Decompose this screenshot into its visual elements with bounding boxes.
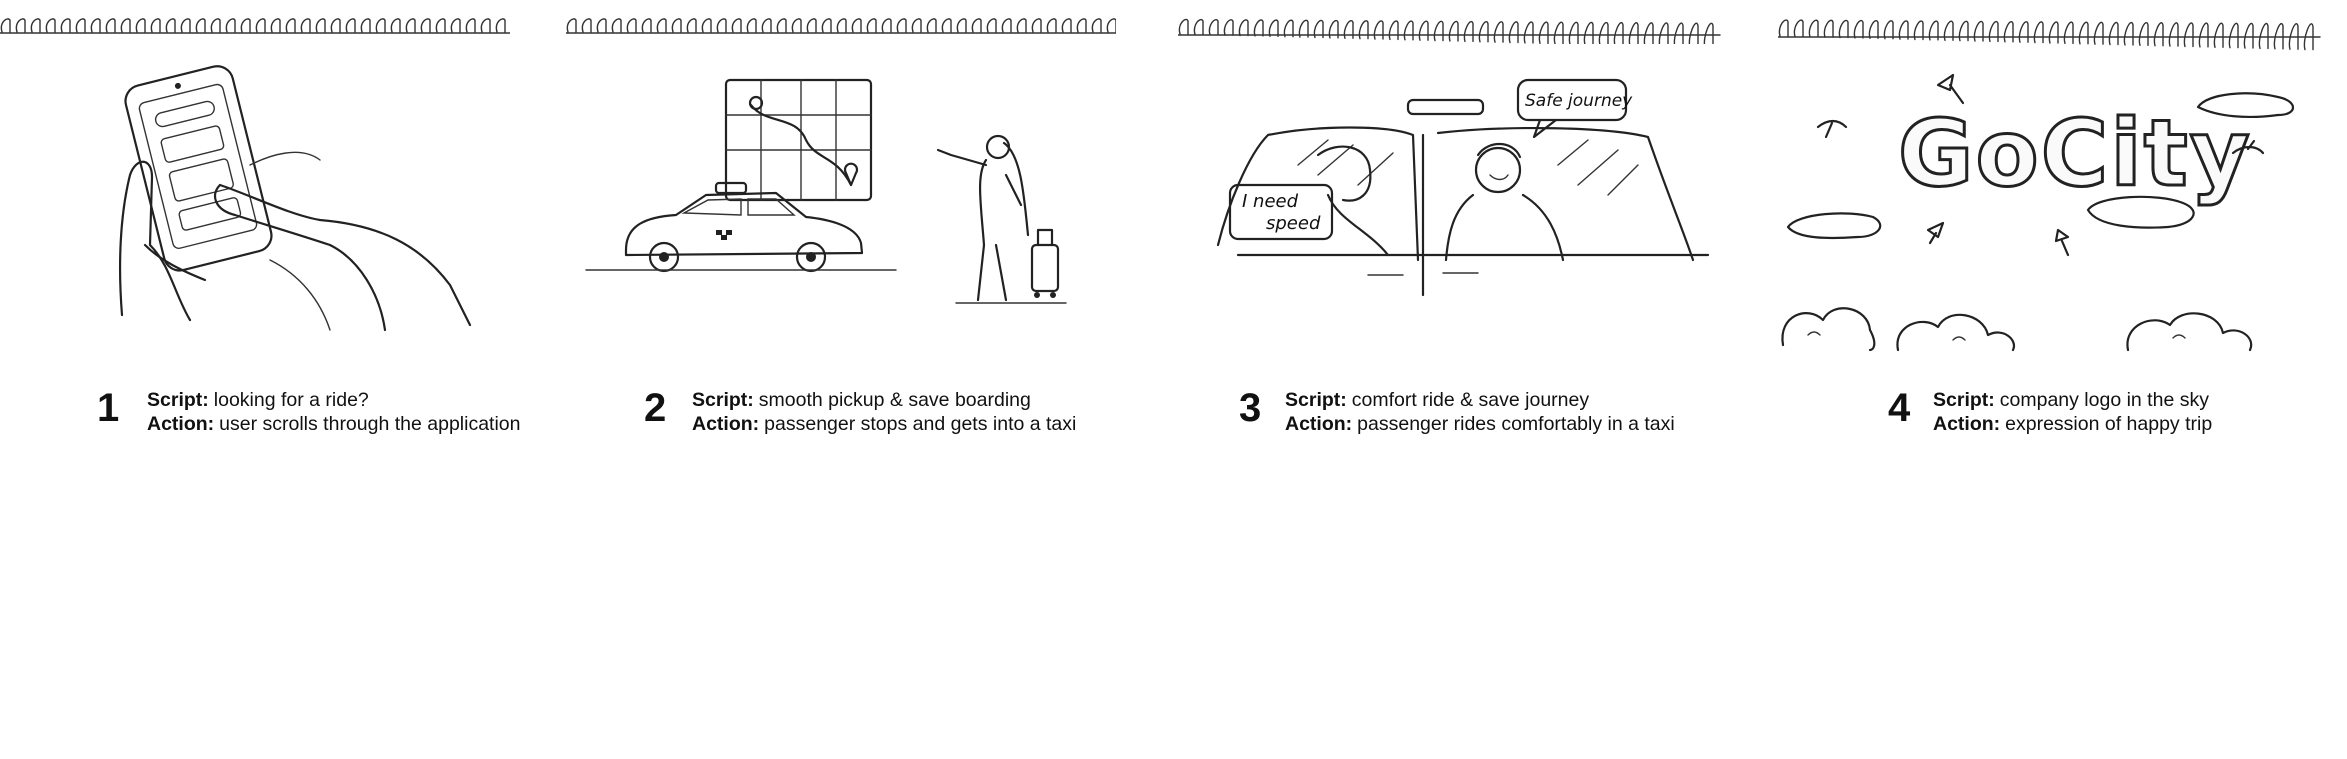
script-line (1285, 388, 1675, 412)
phone-scene-illustration (0, 45, 510, 345)
spiral-binding (1178, 14, 1723, 44)
action-line (692, 412, 1076, 436)
panel-number: 3 (1239, 386, 1262, 430)
svg-text:speed: speed (1266, 213, 1321, 234)
panel-number: 4 (1888, 386, 1911, 430)
panel-number: 1 (97, 386, 120, 430)
script-text: comfort ride & save journey (1351, 389, 1590, 411)
panel-caption (692, 388, 1076, 436)
svg-text:Safe journey: Safe journey (1525, 91, 1633, 111)
action-line (1933, 412, 2212, 436)
svg-text:I need: I need (1242, 191, 1299, 212)
script-label: Script: (147, 389, 209, 411)
panel-caption (1933, 388, 2212, 436)
taxi-interior-illustration (1178, 45, 1738, 345)
script-line (147, 388, 521, 412)
action-label: Action: (1933, 413, 2001, 435)
action-text: expression of happy trip (2005, 413, 2213, 435)
script-text: smooth pickup & save boarding (758, 389, 1031, 411)
action-text: passenger stops and gets into a taxi (764, 413, 1077, 435)
panel-caption (147, 388, 521, 436)
script-label: Script: (692, 389, 754, 411)
action-line (147, 412, 521, 436)
spiral-binding (0, 14, 510, 44)
action-label: Action: (147, 413, 215, 435)
action-line (1285, 412, 1675, 436)
script-label: Script: (1285, 389, 1347, 411)
gocity-logo: GoCity (1898, 100, 2252, 207)
script-line (692, 388, 1076, 412)
script-label: Script: (1933, 389, 1995, 411)
logo-in-sky-illustration (1778, 45, 2338, 355)
action-text: user scrolls through the application (219, 413, 521, 435)
action-text: passenger rides comfortably in a taxi (1357, 413, 1675, 435)
panel-caption (1285, 388, 1675, 436)
script-line (1933, 388, 2212, 412)
spiral-binding (566, 14, 1116, 44)
script-text: company logo in the sky (1999, 389, 2209, 411)
taxi-pickup-illustration (566, 45, 1126, 345)
action-label: Action: (1285, 413, 1353, 435)
action-label: Action: (692, 413, 760, 435)
panel-number: 2 (644, 386, 667, 430)
script-text: looking for a ride? (213, 389, 369, 411)
